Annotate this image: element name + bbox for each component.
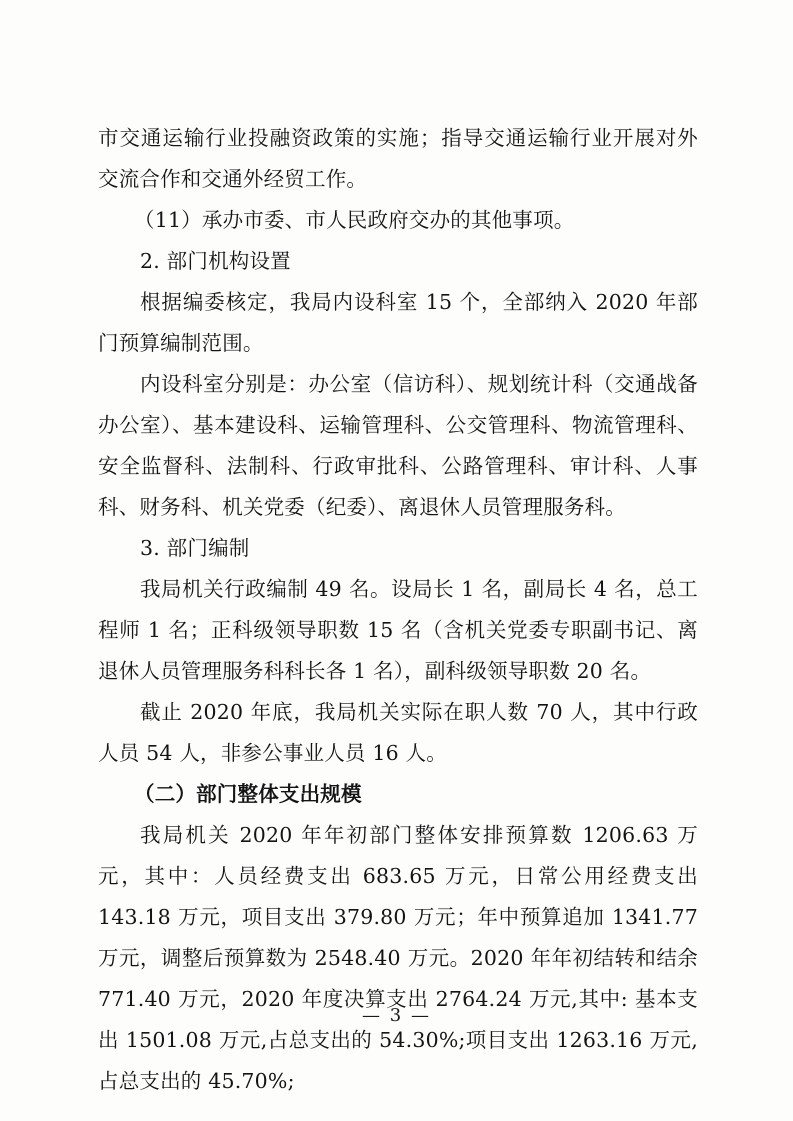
- paragraph-structure-scope: 根据编委核定，我局内设科室 15 个，全部纳入 2020 年部门预算编制范围。: [98, 290, 698, 355]
- page-number-footer: [0, 1005, 793, 1026]
- paragraph-continuation: 市交通运输行业投融资政策的实施；指导交通运输行业开展对外交流合作和交通外经贸工作。: [98, 126, 698, 191]
- heading-department-staffing: 3. 部门编制: [140, 536, 250, 560]
- document-body: [98, 118, 698, 1102]
- paragraph-staffing-details: 我局机关行政编制 49 名。设局长 1 名，副局长 4 名，总工程师 1 名；正科级领导职数 15 名（含机关党委专职副书记、离退休人员管理服务科科长各 1 名），副科级领导职数 20 名。: [98, 577, 698, 683]
- heading-department-structure: 2. 部门机构设置: [140, 249, 291, 273]
- page-number: — 3 —: [362, 1005, 431, 1026]
- paragraph-headcount: 截止 2020 年底，我局机关实际在职人数 70 人，其中行政人员 54 人，非参公事业人员 16 人。: [98, 700, 698, 765]
- paragraph-internal-offices: 内设科室分别是：办公室（信访科）、规划统计科（交通战备办公室）、基本建设科、运输管理科、公交管理科、物流管理科、安全监督科、法制科、行政审批科、公路管理科、审计科、人事科、财务科、机关党委（纪委）、离退休人员管理服务科。: [98, 372, 698, 519]
- heading-expenditure-scale: （二）部门整体支出规模: [134, 782, 362, 806]
- paragraph-item-11: （11）承办市委、市人民政府交办的其他事项。: [134, 208, 575, 232]
- paragraph-budget-figures: 我局机关 2020 年年初部门整体安排预算数 1206.63 万元，其中：人员经费支出 683.65 万元，日常公用经费支出 143.18 万元，项目支出 379.80 万元；年中预算追加 1341.77 万元，调整后预算数为 2548.40 万元。2020 年年初结转和结余 771.40 万元，2020 年度决算支出 2764.24 万元,其中: 基本支出 1501.08 万元,占总支出的 54.30%;项目支出 1263.16 万元,占总支出的 45.70%;: [98, 823, 698, 1093]
